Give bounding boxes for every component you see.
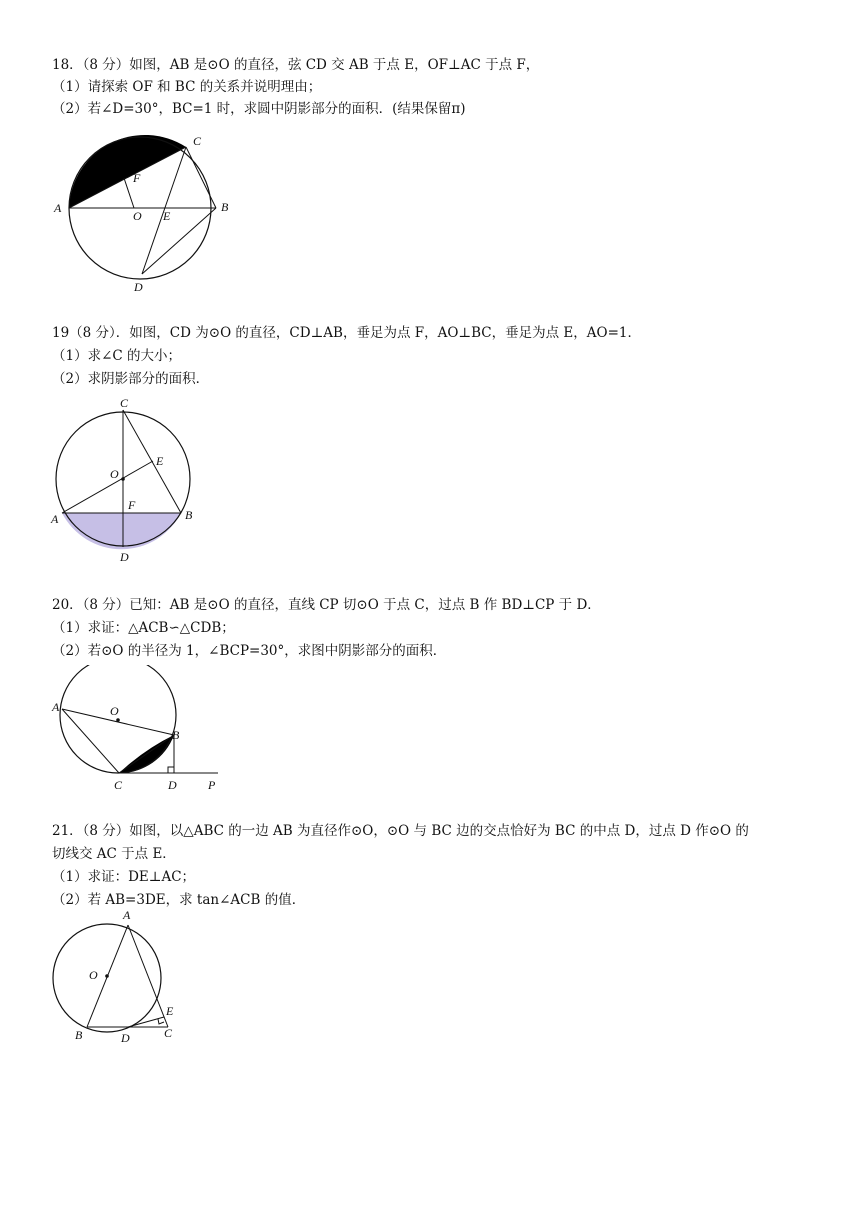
label-c: C [193,134,202,148]
problem-18-stem: 18．（8 分）如图，AB 是⊙O 的直径，弦 CD 交 AB 于点 E，OF⊥AC 于点 F， [52,57,540,73]
right-angle-mark [168,767,174,773]
problem-21-part1: （1）求证：DE⊥AC； [52,869,196,885]
label-e: E [156,454,164,468]
label-c: C [164,1026,173,1040]
problem-19-part1: （1）求∠C 的大小； [52,348,182,364]
chord-ac [62,709,119,773]
problem-19-stem: 19（8 分）．如图，CD 为⊙O 的直径，CD⊥AB，垂足为点 F，AO⊥BC，垂足为点 E，AO=1． [52,325,641,341]
segment-ae [62,461,153,513]
right-angle-mark [158,1019,164,1024]
problem-20-part1: （1）求证：△ACB∽△CDB； [52,620,235,636]
chord-cb [119,735,174,773]
label-b: B [75,1028,83,1042]
label-e: E [166,1004,174,1018]
problem-20-part2: （2）若⊙O 的半径为 1，∠BCP=30°，求图中阴影部分的面积． [52,643,447,659]
figure-19 [50,395,210,570]
label-e: E [163,209,171,223]
label-a: A [52,700,60,714]
center-dot [105,974,109,978]
label-b: B [172,728,180,742]
center-dot [121,477,125,481]
label-f: F [133,171,141,185]
chord-bc [186,147,216,208]
label-b: B [221,200,229,214]
figure-18 [50,128,230,298]
problem-20-stem: 20．（8 分）已知：AB 是⊙O 的直径，直线 CP 切⊙O 于点 C，过点 B 作 BD⊥CP 于 D． [52,597,601,613]
side-ac [128,925,168,1027]
shaded-region [62,513,181,549]
label-c: C [114,778,123,792]
problem-18-part2: （2）若∠D=30°，BC=1 时，求圆中阴影部分的面积．(结果保留π) [52,101,466,117]
label-o: O [110,467,119,481]
label-p: P [208,778,216,792]
label-a: A [54,201,62,215]
label-o: O [133,209,142,223]
label-a: A [51,512,59,526]
label-o: O [89,968,98,982]
label-c: C [120,396,129,410]
label-d: D [120,550,129,564]
figure-20 [50,665,230,793]
problem-18-part1: （1）请探索 OF 和 BC 的关系并说明理由； [52,79,322,95]
problem-21-stem-cont: 切线交 AC 于点 E． [52,846,176,862]
figure-21 [48,905,188,1045]
label-d: D [121,1031,130,1045]
label-o: O [110,704,119,718]
label-d: D [134,280,143,294]
label-b: B [185,508,193,522]
center-dot [116,718,120,722]
problem-19-part2: （2）求阴影部分的面积． [52,371,210,387]
problem-21-part2: （2）若 AB=3DE，求 tan∠ACB 的值． [52,892,306,908]
label-a: A [123,908,131,922]
label-d: D [168,778,177,792]
label-f: F [128,498,136,512]
problem-21-stem: 21．（8 分）如图，以△ABC 的一边 AB 为直径作⊙O，⊙O 与 BC 边的交点恰好为 BC 的中点 D，过点 D 作⊙O 的 [52,823,749,839]
